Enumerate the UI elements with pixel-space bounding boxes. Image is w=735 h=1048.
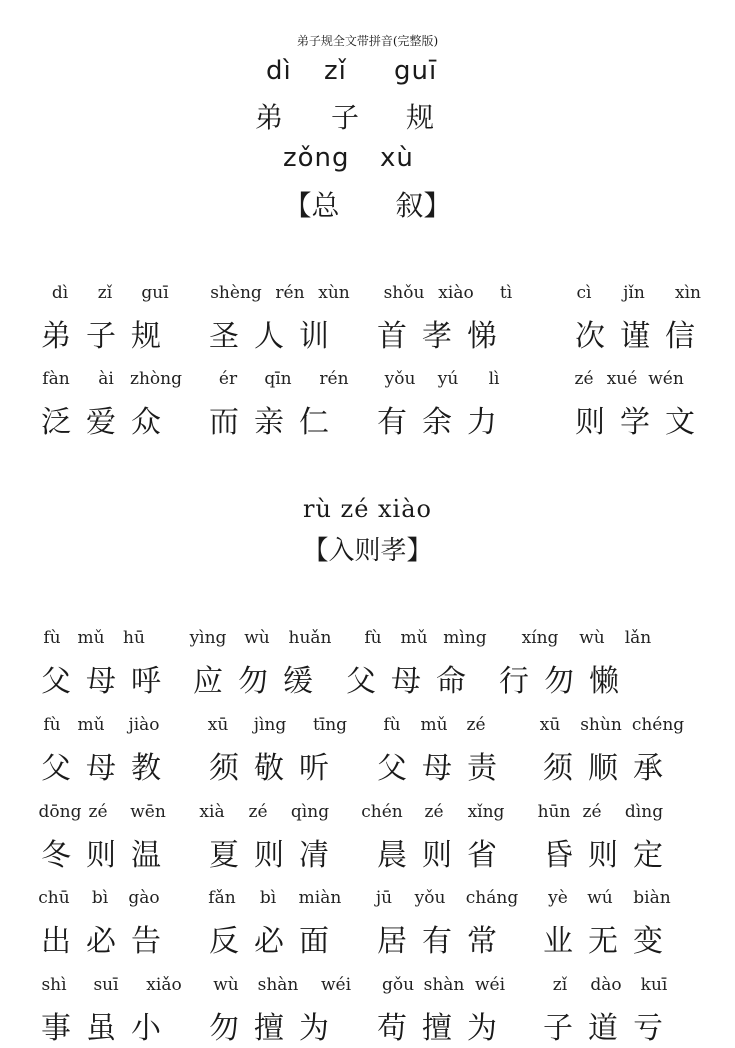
pinyin: mǔ [400, 628, 428, 648]
pinyin: shùn [580, 715, 622, 735]
hanzi: 承 [633, 751, 663, 786]
hanzi: 小 [131, 1011, 161, 1046]
pinyin: xǐng [467, 802, 505, 822]
hanzi: 变 [633, 924, 663, 959]
pinyin: miàn [298, 888, 342, 908]
hanzi: 须 [543, 751, 573, 786]
heading-pinyin-3: guī [394, 56, 438, 86]
hanzi: 孝 [422, 319, 452, 354]
pinyin: yǒu [384, 369, 416, 389]
hanzi: 学 [620, 405, 650, 440]
pinyin: mǔ [77, 628, 105, 648]
pinyin: gào [128, 888, 160, 908]
pinyin: fàn [42, 369, 70, 389]
heading-pinyin-2: zǐ [324, 56, 347, 86]
hanzi: 勿 [209, 1011, 239, 1046]
pinyin: xùn [318, 283, 350, 303]
heading-pinyin-1: dì [266, 56, 292, 86]
pinyin: xiào [438, 283, 474, 303]
hanzi: 必 [86, 924, 116, 959]
hanzi: 悌 [467, 319, 497, 354]
hanzi: 泛 [41, 405, 71, 440]
pinyin: dìng [624, 802, 664, 822]
hanzi: 面 [299, 924, 329, 959]
hanzi: 勿 [544, 664, 574, 699]
hanzi: 为 [299, 1011, 329, 1046]
pinyin: qìng [290, 802, 330, 822]
pinyin: zǐ [97, 283, 113, 303]
hanzi: 母 [422, 751, 452, 786]
pinyin: mǔ [77, 715, 105, 735]
hanzi: 而 [209, 405, 239, 440]
pinyin: zǐ [552, 975, 568, 995]
hanzi: 命 [436, 664, 466, 699]
hanzi: 则 [254, 838, 284, 873]
pinyin: yìng [189, 628, 227, 648]
pinyin: lì [488, 369, 500, 389]
hanzi: 则 [422, 838, 452, 873]
pinyin: xià [199, 802, 225, 822]
hanzi: 则 [588, 838, 618, 873]
pinyin: wú [587, 888, 613, 908]
pinyin: zé [424, 802, 444, 822]
hanzi: 弟 [41, 319, 71, 354]
hanzi: 懒 [589, 664, 619, 699]
pinyin: lǎn [624, 628, 652, 648]
pinyin: fù [43, 715, 61, 735]
pinyin: ér [218, 369, 238, 389]
pinyin: xíng [521, 628, 559, 648]
pinyin: guī [141, 283, 169, 303]
pinyin: dào [590, 975, 622, 995]
hanzi: 道 [588, 1011, 618, 1046]
hanzi: 谨 [620, 319, 650, 354]
pinyin: yú [437, 369, 459, 389]
pinyin: wēn [130, 802, 166, 822]
hanzi: 则 [575, 405, 605, 440]
hanzi: 顺 [588, 751, 618, 786]
pinyin: cháng [465, 888, 519, 908]
pinyin: zé [582, 802, 602, 822]
pinyin: wù [213, 975, 239, 995]
pinyin: xiǎo [146, 975, 182, 995]
hanzi: 圣 [209, 319, 239, 354]
hanzi: 信 [665, 319, 695, 354]
pinyin: xū [207, 715, 229, 735]
subheading-pinyin-1: zǒng [283, 143, 350, 173]
hanzi: 亏 [633, 1011, 663, 1046]
pinyin: wù [244, 628, 270, 648]
pinyin: jǐn [623, 283, 645, 303]
hanzi: 为 [467, 1011, 497, 1046]
hanzi: 必 [254, 924, 284, 959]
pinyin: jìng [253, 715, 287, 735]
pinyin: chéng [631, 715, 685, 735]
pinyin: huǎn [288, 628, 332, 648]
subheading-pinyin-2: xù [380, 143, 414, 173]
pinyin: xū [539, 715, 561, 735]
pinyin: dì [51, 283, 69, 303]
pinyin: zhòng [130, 369, 182, 389]
hanzi: 有 [377, 405, 407, 440]
pinyin: shèng [210, 283, 262, 303]
pinyin: kuī [640, 975, 668, 995]
document-title: 弟子规全文带拼音(完整版) [296, 34, 439, 48]
pinyin: fù [43, 628, 61, 648]
hanzi: 常 [467, 924, 497, 959]
pinyin: bì [259, 888, 277, 908]
hanzi: 母 [86, 751, 116, 786]
hanzi: 母 [86, 664, 116, 699]
pinyin: biàn [633, 888, 671, 908]
section-heading: 【入则孝】 [302, 536, 433, 566]
pinyin: tì [499, 283, 513, 303]
pinyin: rén [275, 283, 305, 303]
pinyin: fù [383, 715, 401, 735]
pinyin: xìn [675, 283, 701, 303]
pinyin: fǎn [208, 888, 236, 908]
hanzi: 父 [41, 664, 71, 699]
hanzi: 昏 [543, 838, 573, 873]
subheading-hanzi [0, 184, 735, 224]
hanzi: 省 [467, 838, 497, 873]
pinyin: tīng [312, 715, 348, 735]
hanzi: 余 [422, 405, 452, 440]
hanzi: 次 [575, 319, 605, 354]
pinyin: qīn [264, 369, 292, 389]
hanzi: 众 [131, 405, 161, 440]
pinyin: wéi [474, 975, 506, 995]
subheading-hanzi-text: 【总 叙】 [283, 189, 452, 222]
pinyin: wén [648, 369, 684, 389]
hanzi: 规 [131, 319, 161, 354]
pinyin: zé [88, 802, 108, 822]
pinyin: cì [576, 283, 592, 303]
hanzi: 温 [131, 838, 161, 873]
hanzi: 父 [41, 751, 71, 786]
hanzi: 行 [499, 664, 529, 699]
pinyin: hūn [537, 802, 571, 822]
hanzi: 亲 [254, 405, 284, 440]
pinyin: shàn [423, 975, 465, 995]
pinyin: jiào [128, 715, 160, 735]
hanzi: 人 [254, 319, 284, 354]
heading-hanzi-1: 弟 [255, 101, 284, 134]
pinyin: gǒu [381, 975, 415, 995]
hanzi: 无 [588, 924, 618, 959]
hanzi: 定 [633, 838, 663, 873]
hanzi: 擅 [254, 1011, 284, 1046]
hanzi: 力 [467, 405, 497, 440]
pinyin: jū [375, 888, 393, 908]
hanzi: 业 [543, 924, 573, 959]
pinyin: rén [319, 369, 349, 389]
hanzi: 须 [209, 751, 239, 786]
hanzi: 事 [41, 1011, 71, 1046]
pinyin: wù [579, 628, 605, 648]
hanzi: 父 [377, 751, 407, 786]
hanzi: 缓 [283, 664, 313, 699]
pinyin: shì [41, 975, 67, 995]
hanzi: 听 [299, 751, 329, 786]
hanzi: 教 [131, 751, 161, 786]
hanzi: 则 [86, 838, 116, 873]
hanzi: 责 [467, 751, 497, 786]
pinyin: zé [574, 369, 594, 389]
hanzi: 夏 [209, 838, 239, 873]
hanzi: 呼 [131, 664, 161, 699]
hanzi: 苟 [377, 1011, 407, 1046]
hanzi: 告 [131, 924, 161, 959]
hanzi: 首 [377, 319, 407, 354]
heading-hanzi-3: 规 [406, 101, 435, 134]
hanzi: 反 [209, 924, 239, 959]
pinyin: chén [361, 802, 403, 822]
pinyin: wéi [320, 975, 352, 995]
pinyin: dōng [38, 802, 82, 822]
hanzi: 仁 [299, 405, 329, 440]
pinyin: zé [466, 715, 486, 735]
pinyin: xué [606, 369, 638, 389]
hanzi: 勿 [238, 664, 268, 699]
hanzi: 凊 [299, 838, 329, 873]
pinyin: chū [38, 888, 70, 908]
heading-hanzi-2: 子 [331, 101, 360, 134]
hanzi: 晨 [377, 838, 407, 873]
hanzi: 擅 [422, 1011, 452, 1046]
hanzi: 子 [86, 319, 116, 354]
pinyin: ài [98, 369, 114, 389]
hanzi: 有 [422, 924, 452, 959]
hanzi: 子 [543, 1011, 573, 1046]
pinyin: yè [548, 888, 568, 908]
hanzi: 母 [391, 664, 421, 699]
hanzi: 训 [299, 319, 329, 354]
pinyin: yǒu [414, 888, 446, 908]
hanzi: 出 [41, 924, 71, 959]
hanzi: 爱 [86, 405, 116, 440]
pinyin: bì [91, 888, 109, 908]
hanzi: 文 [665, 405, 695, 440]
hanzi: 虽 [86, 1011, 116, 1046]
pinyin: fù [364, 628, 382, 648]
pinyin: zé [248, 802, 268, 822]
section-pinyin: rù zé xiào [302, 495, 432, 523]
pinyin: mìng [443, 628, 487, 648]
pinyin: hū [123, 628, 145, 648]
pinyin: suī [93, 975, 119, 995]
hanzi: 敬 [254, 751, 284, 786]
hanzi: 应 [193, 664, 223, 699]
hanzi: 冬 [41, 838, 71, 873]
pinyin: shǒu [383, 283, 425, 303]
hanzi: 居 [377, 924, 407, 959]
hanzi: 父 [346, 664, 376, 699]
pinyin: shàn [257, 975, 299, 995]
pinyin: mǔ [420, 715, 448, 735]
